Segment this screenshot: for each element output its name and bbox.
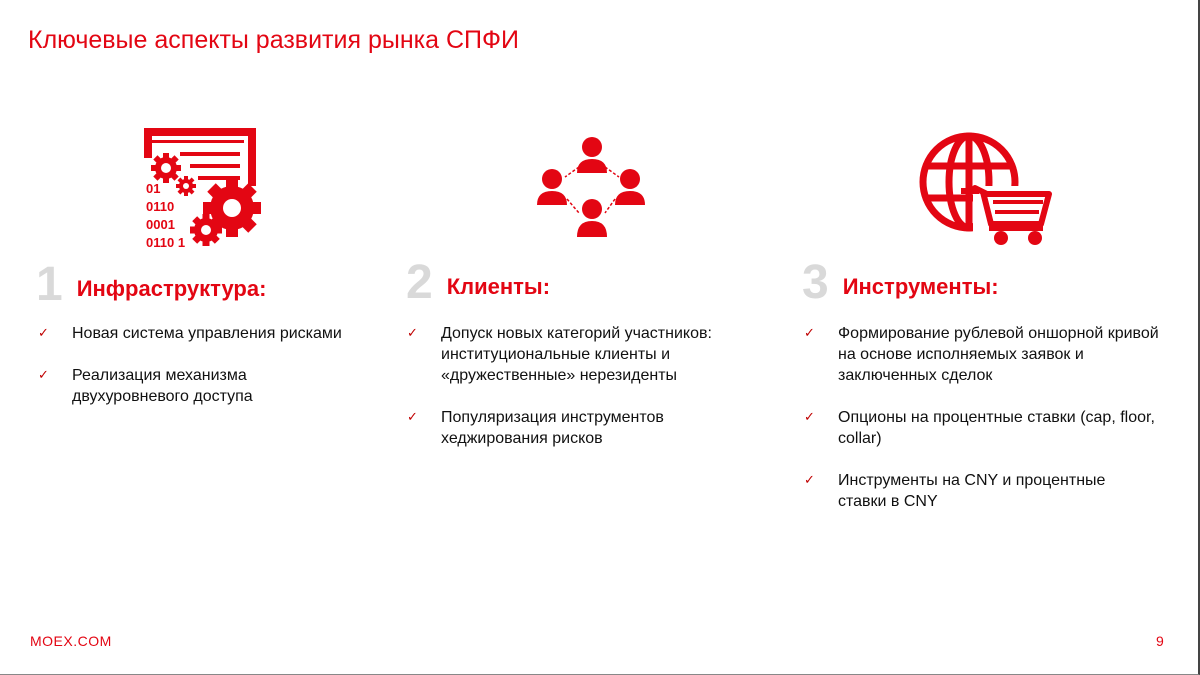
list-item: ✓ Инструменты на CNY и процентные ставки в CNY [804, 470, 1148, 512]
column-3-bullets [804, 323, 1174, 512]
column-3-title: Инструменты: [842, 274, 999, 299]
binary-line-3: 0001 [146, 217, 175, 232]
page-number: 9 [1156, 633, 1164, 649]
column-3-number: 3 [802, 256, 829, 309]
column-2-title: Клиенты: [446, 274, 551, 299]
list-item: ✓ Новая система управления рисками [38, 323, 378, 344]
slide-title: Ключевые аспекты развития рынка СПФИ [28, 26, 519, 54]
column-2-bullets [407, 323, 752, 449]
column-2-number: 2 [406, 256, 433, 309]
list-item: ✓ Опционы на процентные ставки (cap, floor, collar) [804, 407, 1158, 449]
list-item: ✓ Реализация механизма двухуровневого доступа [38, 365, 282, 407]
infrastructure-gears-icon [140, 124, 265, 252]
footer-site: MOEX.COM [30, 633, 112, 649]
column-1-title: Инфраструктура: [76, 276, 267, 301]
column-1-number: 1 [36, 258, 63, 311]
list-item: ✓ Формирование рублевой оншорной кривой на основе исполняемых заявок и заключенных сделок [804, 323, 1174, 386]
column-1-heading [36, 258, 267, 311]
clients-network-icon [535, 133, 647, 243]
list-item: ✓ Допуск новых категорий участников: институциональные клиенты и «дружественные» нерезиденты [407, 323, 752, 386]
column-2-heading [406, 256, 551, 309]
globe-cart-icon [917, 130, 1057, 248]
list-item: ✓ Популяризация инструментов хеджирования рисков [407, 407, 701, 449]
binary-line-2: 0110 [146, 199, 175, 214]
column-1-bullets [38, 323, 378, 407]
binary-line-1: 01 [146, 181, 161, 196]
binary-line-4: 0110 1 [146, 235, 186, 250]
column-3-heading [802, 256, 999, 309]
